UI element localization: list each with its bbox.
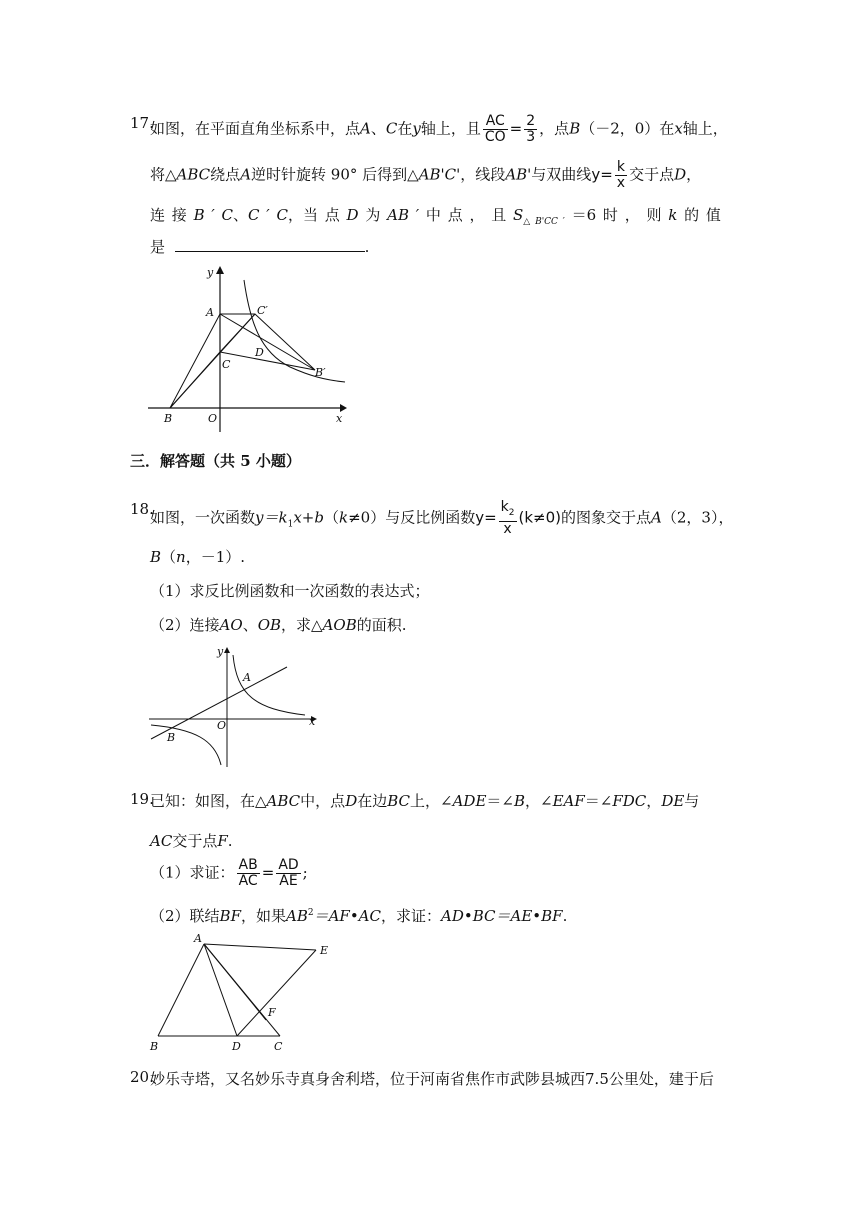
fig17-label-b-prime: B′ — [315, 366, 326, 379]
fig18-label-y: y — [217, 645, 224, 658]
fig19-label-c: C — [274, 1040, 283, 1053]
fig17-label-b: B — [164, 412, 173, 425]
q20-line1: 妙乐寺塔，又名妙乐寺真身舍利塔，位于河南省焦作市武陟县城西7.5公里处，建于后 — [150, 1070, 714, 1088]
fig17-label-c: C — [222, 358, 231, 371]
fig19-label-d: D — [232, 1040, 241, 1053]
fig17-label-y: y — [207, 266, 214, 279]
fig17-label-c-prime: C′ — [257, 304, 268, 317]
q19-line2: AC交于点F. — [150, 832, 233, 850]
q18-part1: （1）求反比例函数和一次函数的表达式； — [150, 582, 430, 600]
figure-17 — [140, 262, 355, 432]
q18-part2: （2）连接AO、OB，求△AOB的面积. — [150, 616, 407, 634]
fig18-label-b: B — [167, 731, 176, 744]
fig17-label-d: D — [255, 346, 264, 359]
q17-line3: 连 接 B ′ C、C ′ C，当 点 D 为 AB ′ 中 点 ， 且 $S_{\triangle B'CC '} =6$ 时 ， 则 k 的 值 — [150, 206, 721, 227]
fig19-label-e: E — [320, 944, 329, 957]
q19-part1: （1）求证： $\frac{AB}{AC}$ = $\frac{AD}{AE}$ ; — [150, 857, 308, 889]
fraction-ac-co: $\frac{AC}{CO}$ — [484, 113, 506, 145]
fig18-label-x: x — [309, 715, 316, 728]
question-number: 18. — [130, 500, 154, 518]
fraction-ab-ac: $\frac{AB}{AC}$ — [238, 857, 258, 889]
q19-line1: 已知：如图，在△ABC中，点D在边BC上，∠ADE＝∠B，∠EAF＝∠FDC，DE与 — [150, 792, 700, 810]
q17-line4: 是 . — [150, 238, 370, 256]
fig19-label-a: A — [194, 932, 202, 945]
q18-line1: 如图，一次函数$y=k_1x+b(k\ne 0)$与反比例函数y= $\frac{k_2}{x}$ (k≠0)的图象交于点A（2，3）， — [150, 499, 734, 537]
question-number: 19. — [130, 790, 154, 808]
figure-19 — [140, 930, 350, 1055]
answer-blank[interactable] — [175, 237, 365, 252]
q17-line2: 将△ABC绕点A逆时针旋转 90° 后得到△AB'C'，线段AB'与双曲线y= $\frac{k}{x}$ 交于点D， — [150, 159, 702, 191]
fraction-2-3: $\frac{2}{3}$ — [526, 113, 536, 145]
fraction-k2-x: $\frac{k_2}{x}$ — [500, 499, 515, 537]
question-number: 20. — [130, 1068, 154, 1086]
fig18-label-a: A — [243, 671, 251, 684]
fig17-label-x: x — [336, 412, 343, 425]
q17-line1: 如图，在平面直角坐标系中，点A、C在y轴上，且 $\frac{AC}{CO}$ = $\frac{2}{3}$ ，点B（－2，0）在x轴上， — [150, 113, 728, 145]
question-number: 17. — [130, 114, 154, 132]
section-heading: 三．解答题（共 5 小题） — [130, 452, 301, 470]
fraction-k-x: $\frac{k}{x}$ — [616, 159, 626, 191]
fig19-label-f: F — [268, 1006, 276, 1019]
fig17-label-a: A — [206, 306, 214, 319]
fig19-label-b: B — [150, 1040, 159, 1053]
fraction-ad-ae: $\frac{AD}{AE}$ — [278, 857, 299, 889]
fig17-label-o: O — [208, 412, 218, 425]
figure-18 — [145, 645, 325, 770]
fig18-label-o: O — [217, 719, 227, 732]
q19-part2: （2）联结BF，如果$AB^2=AF•AC$，求证：AD•BC＝AE•BF. — [150, 907, 568, 925]
q18-line2: B（n，－1）. — [150, 548, 246, 566]
